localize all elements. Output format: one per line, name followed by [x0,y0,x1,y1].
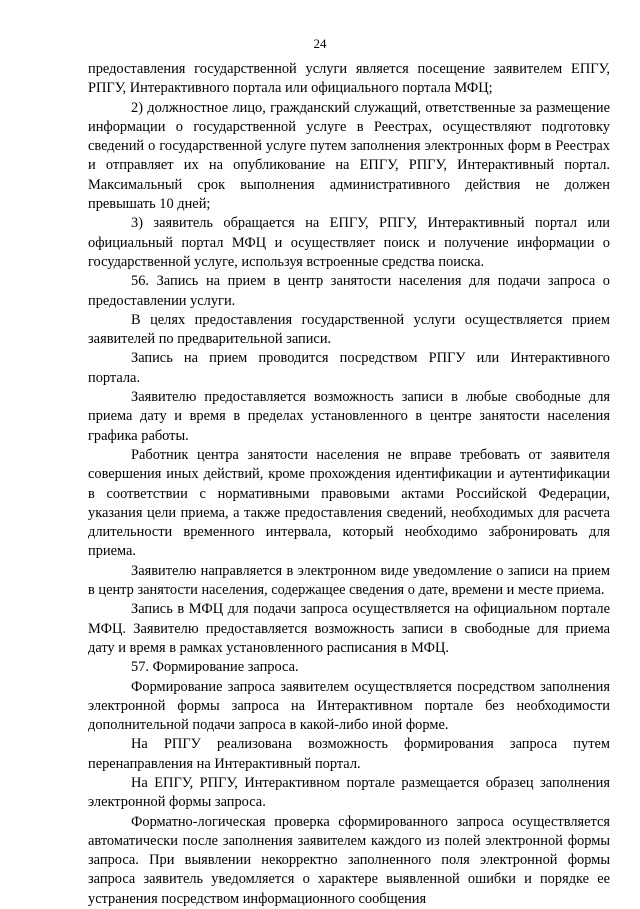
paragraph: Запись на прием проводится посредством РПГУ или Интерактивного портала. [88,350,610,386]
paragraph: Запись в МФЦ для подачи запроса осуществляется на официальном портале МФЦ. Заявителю предоставляется возможность записи в свободные для приема дату и время в рамках установленного расписания в МФЦ. [88,601,610,656]
paragraph: Формирование запроса заявителем осуществляется посредством заполнения электронной формы запроса на Интерактивном портале без необходимости дополнительной подачи запроса в какой-либо иной форме. [88,678,610,734]
paragraph: Заявителю направляется в электронном виде уведомление о записи на прием в центр занятости населения, содержащее сведения о дате, времени и месте приема. [88,562,610,599]
paragraph-item-2: 2) должностное лицо, гражданский служащий, ответственные за размещение информации о государственной услуге в Реестрах, осуществляют подготовку сведений о государственной услуге путем заполнения электронных форм в Реестрах и отправляет их на опубликование на ЕПГУ, РПГУ, Интерактивный портал. Максимальный срок выполнения административного действия не должен превышать 10 дней; [88,99,610,213]
paragraph-section-56: 56. Запись на прием в центр занятости населения для подачи запроса о предоставлении услуги. [88,273,610,309]
paragraph: Работник центра занятости населения не вправе требовать от заявителя совершения иных действий, кроме прохождения идентификации и аутентификации в соответствии с нормативными правовыми актами Российской Федерации, указания цели приема, а также предоставления сведений, необходимых для расчета длительности временного интервала, который необходимо забронировать для приема. [88,446,610,560]
paragraph: Форматно-логическая проверка сформированного запроса осуществляется автоматически после заполнения заявителем каждого из полей электронной формы запроса. При выявлении некорректно заполненного поля электронной формы запроса заявитель уведомляется о характере выявленной ошибки и порядке ее устранения посредством информационного сообщения [88,813,610,907]
paragraph-section-57: 57. Формирование запроса. [131,659,299,676]
paragraph: На РПГУ реализована возможность формирования запроса путем перенаправления на Интерактивный портал. [88,736,610,772]
paragraph: На ЕПГУ, РПГУ, Интерактивном портале размещается образец заполнения электронной формы запроса. [88,774,610,811]
document-body [88,60,610,909]
paragraph-continuation: предоставления государственной услуги является посещение заявителем ЕПГУ, РПГУ, Интерактивного портала или официального портала МФЦ; [88,61,610,97]
paragraph: В целях предоставления государственной услуги осуществляется прием заявителей по предварительной записи. [88,311,610,348]
paragraph-item-3: 3) заявитель обращается на ЕПГУ, РПГУ, Интерактивный портал или официальный портал МФЦ и осуществляет поиск и получение информации о государственной услуге, используя встроенные средства поиска. [88,215,610,270]
page-number: 24 [313,36,327,51]
paragraph: Заявителю предоставляется возможность записи в любые свободные для приема дату и время в пределах установленного в центре занятости населения графика работы. [88,389,610,444]
